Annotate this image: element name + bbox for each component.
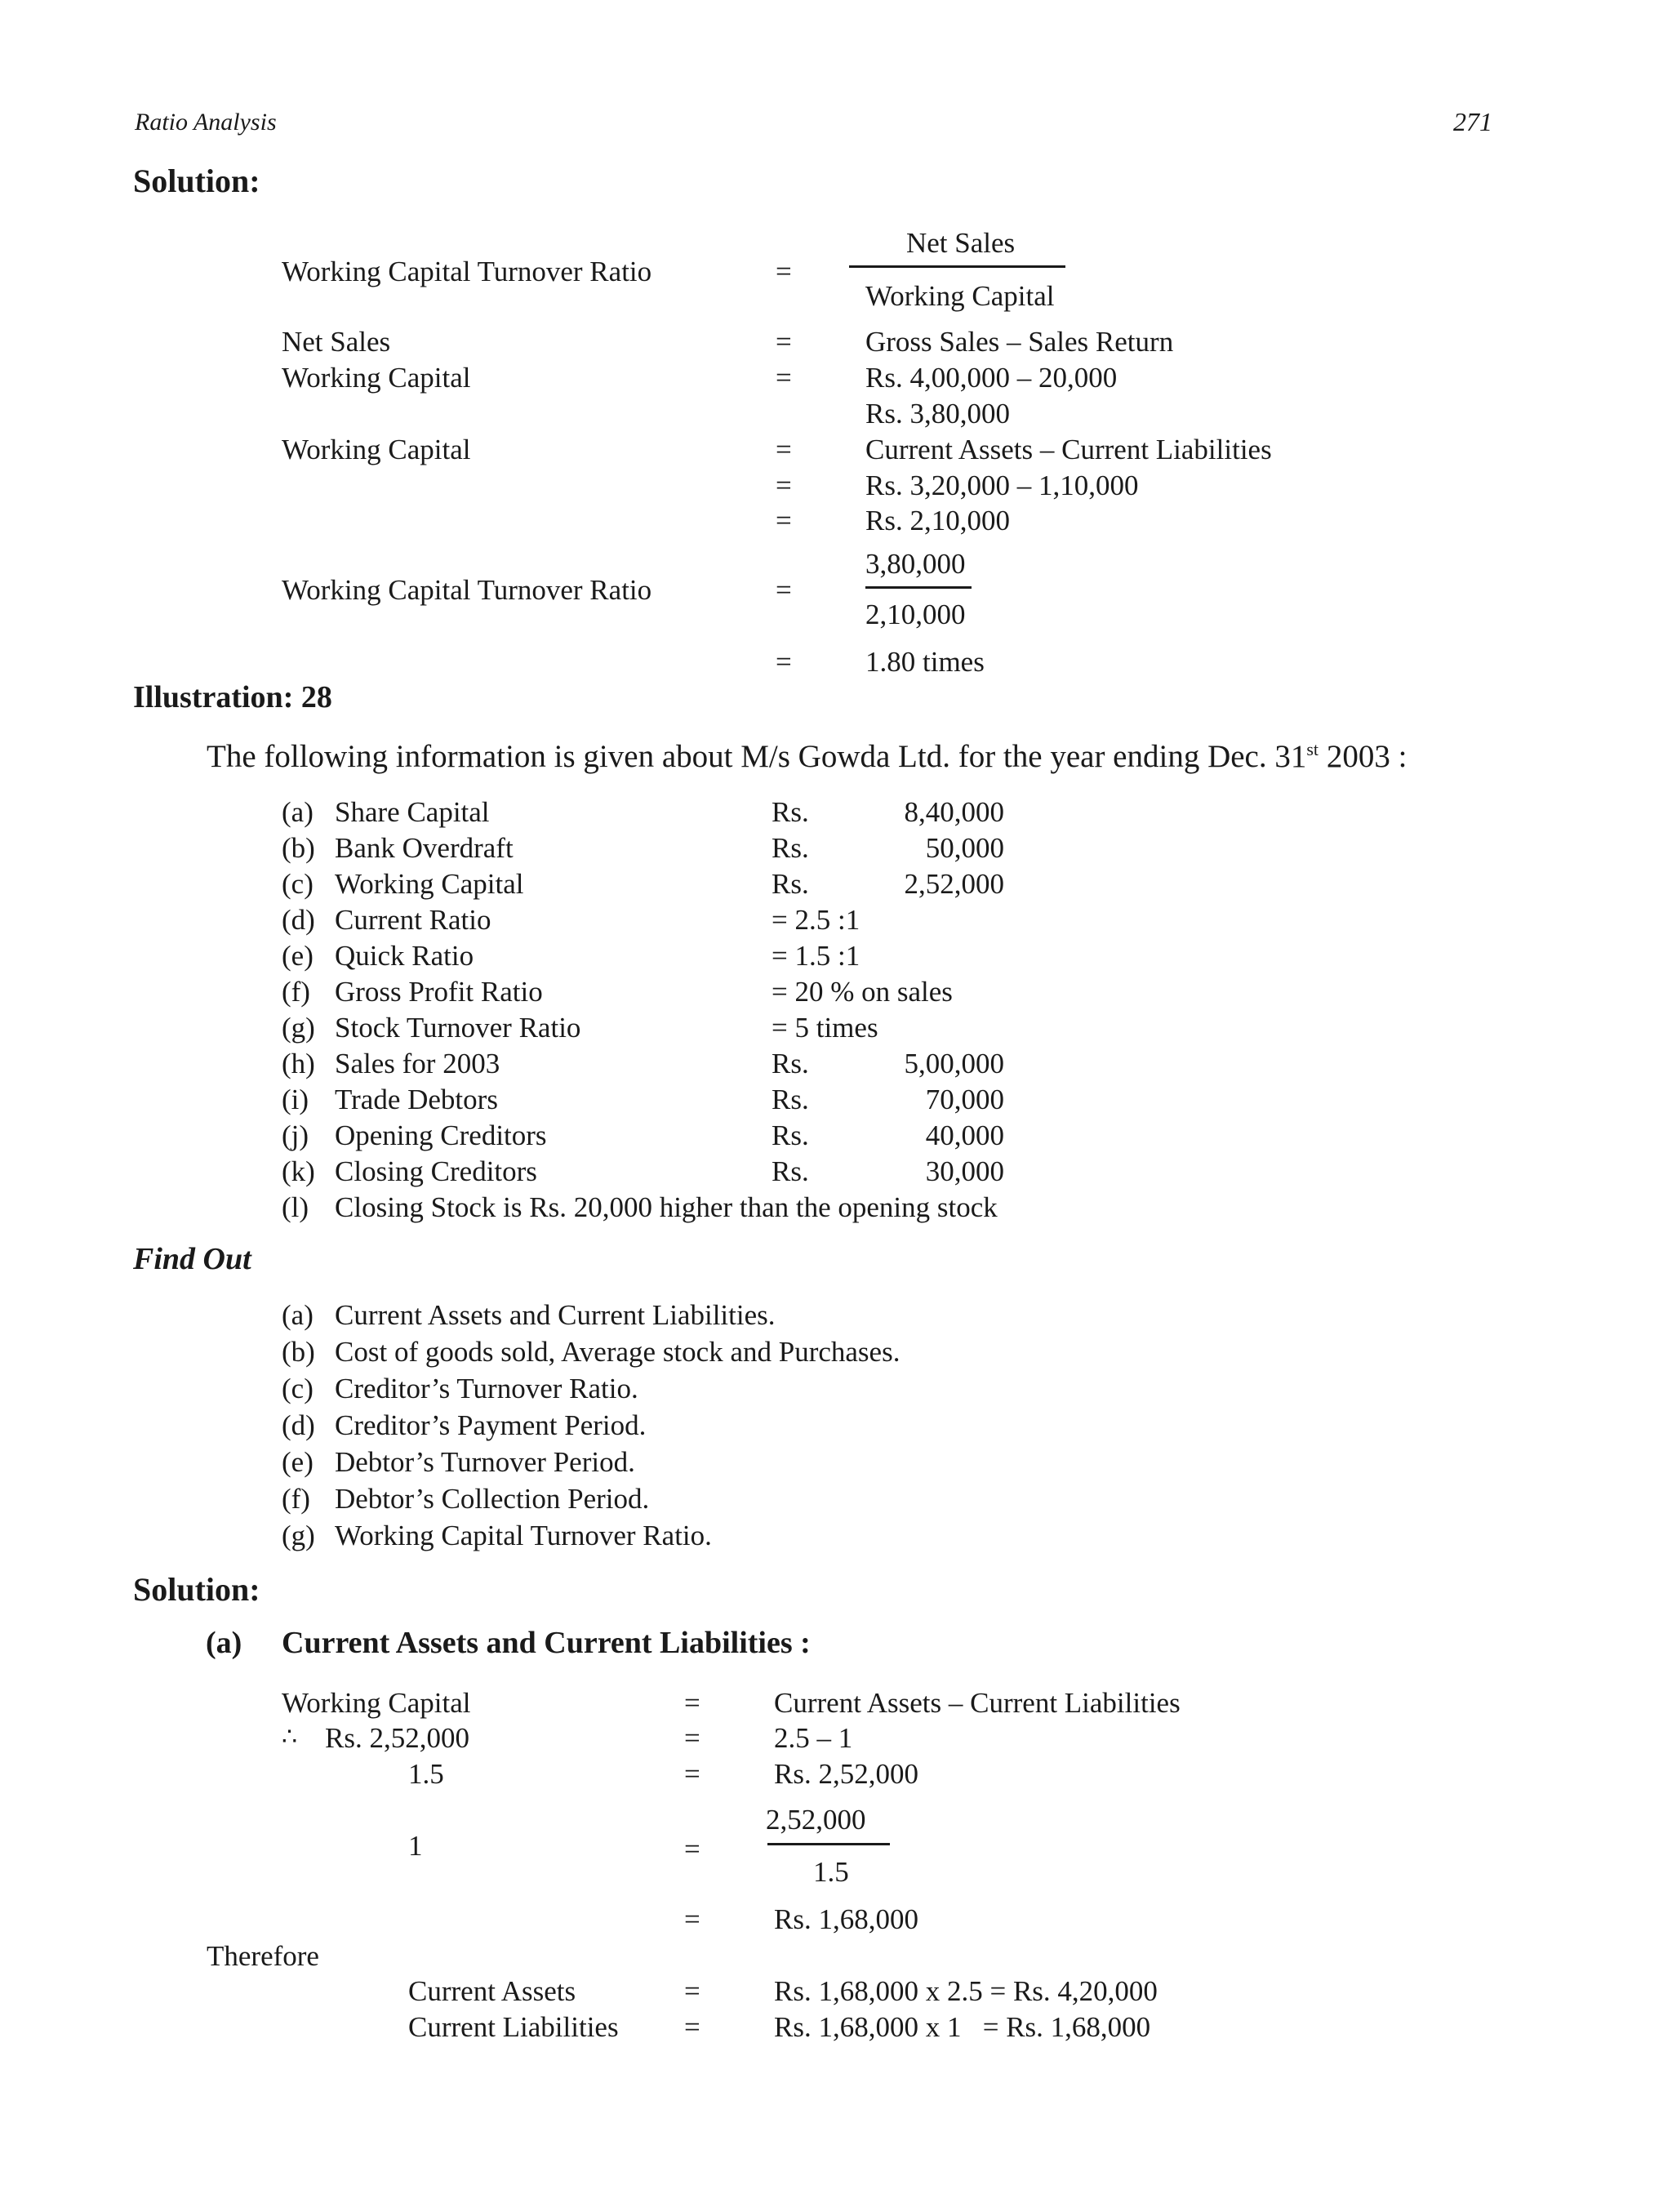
fraction-3-numerator: 2,52,000	[766, 1804, 866, 1836]
equals-sign: =	[776, 256, 792, 287]
list-item-value: 8,40,000	[904, 796, 1004, 828]
fraction-1-numerator: Net Sales	[906, 227, 1016, 259]
running-title: Ratio Analysis	[135, 109, 277, 136]
list-item-value: 70,000	[925, 1084, 1004, 1115]
label-1-5: 1.5	[408, 1758, 444, 1790]
net-sales-label: Net Sales	[282, 326, 391, 358]
list-item-letter: (i)	[282, 1084, 309, 1115]
list-item-value: 30,000	[925, 1155, 1004, 1187]
list-item-letter: (b)	[282, 1336, 315, 1368]
list-item-currency: Rs.	[772, 1155, 809, 1187]
working-capital-value: Current Assets – Current Liabilities	[774, 1687, 1181, 1719]
fraction-3-denominator: 1.5	[813, 1856, 849, 1888]
list-item-value: 40,000	[925, 1119, 1004, 1151]
list-item-label: Working Capital	[335, 868, 524, 900]
working-capital-2-value-1: Current Assets – Current Liabilities	[865, 434, 1272, 465]
list-item-text: Creditor’s Turnover Ratio.	[335, 1373, 638, 1404]
equals-sign: =	[684, 1975, 700, 2007]
working-capital-2-value-3: Rs. 2,10,000	[865, 505, 1010, 536]
list-item-letter: (g)	[282, 1520, 315, 1551]
value-1-5: Rs. 2,52,000	[774, 1758, 918, 1790]
fraction-2-denominator: 2,10,000	[865, 599, 966, 630]
list-item-text: Cost of goods sold, Average stock and Purchases.	[335, 1336, 900, 1368]
working-capital-2-value-2: Rs. 3,20,000 – 1,10,000	[865, 470, 1139, 501]
fraction-1-bar	[849, 265, 1065, 268]
list-item-text: Debtor’s Turnover Period.	[335, 1446, 635, 1478]
working-capital-value-1: Rs. 4,00,000 – 20,000	[865, 362, 1118, 394]
sub-section-letter: (a)	[206, 1626, 242, 1660]
list-item-letter: (a)	[282, 796, 314, 828]
rs-value: 2.5 – 1	[774, 1722, 853, 1754]
equals-sign: =	[776, 505, 792, 536]
solution-heading-2: Solution:	[133, 1571, 260, 1608]
fraction-2-bar	[865, 586, 972, 589]
current-assets-value: Rs. 1,68,000 x 2.5 = Rs. 4,20,000	[774, 1975, 1158, 2007]
equals-sign: =	[684, 1833, 700, 1865]
list-item-currency: = 5 times	[772, 1012, 878, 1044]
list-item-value: 5,00,000	[904, 1048, 1004, 1079]
equals-sign: =	[684, 1903, 700, 1935]
list-item-label: Share Capital	[335, 796, 490, 828]
illustration-intro: The following information is given about M/s Gowda Ltd. for the year ending Dec. 31st 2003 :	[207, 739, 1407, 774]
list-item-label: Sales for 2003	[335, 1048, 500, 1079]
list-item-label: Opening Creditors	[335, 1119, 547, 1151]
list-item-letter: (b)	[282, 832, 315, 864]
equals-sign: =	[776, 646, 792, 678]
list-item-letter: (c)	[282, 868, 314, 900]
list-item-letter: (a)	[282, 1299, 314, 1331]
fraction-1-denominator: Working Capital	[865, 280, 1055, 312]
solution-heading-1: Solution:	[133, 162, 260, 199]
therefore-symbol: ∴	[282, 1724, 298, 1751]
list-item-letter: (g)	[282, 1012, 315, 1044]
working-capital-value-2: Rs. 3,80,000	[865, 398, 1010, 429]
list-item-text: Debtor’s Collection Period.	[335, 1483, 650, 1515]
rs-label: Rs. 2,52,000	[325, 1722, 469, 1754]
fraction-2-numerator: 3,80,000	[865, 548, 966, 580]
list-item-text: Working Capital Turnover Ratio.	[335, 1520, 712, 1551]
net-sales-value: Gross Sales – Sales Return	[865, 326, 1174, 358]
list-item-currency: Rs.	[772, 796, 809, 828]
list-item-letter: (h)	[282, 1048, 315, 1079]
list-item-value: 50,000	[925, 832, 1004, 864]
illustration-heading: Illustration: 28	[133, 680, 332, 714]
list-item-currency: = 1.5 :1	[772, 940, 860, 972]
list-item-letter: (e)	[282, 1446, 314, 1478]
list-item-currency: Rs.	[772, 1119, 809, 1151]
list-item-text: Current Assets and Current Liabilities.	[335, 1299, 776, 1331]
working-capital-label-2: Working Capital	[282, 434, 471, 465]
current-liabilities-value: Rs. 1,68,000 x 1 = Rs. 1,68,000	[774, 2011, 1151, 2043]
equals-sign: =	[776, 434, 792, 465]
equals-sign: =	[684, 1722, 700, 1754]
list-item-label: Trade Debtors	[335, 1084, 498, 1115]
working-capital-label: Working Capital	[282, 362, 471, 394]
list-item-letter: (f)	[282, 1483, 310, 1515]
working-capital-label: Working Capital	[282, 1687, 471, 1719]
list-item-currency: Rs.	[772, 868, 809, 900]
list-item-label: Quick Ratio	[335, 940, 474, 972]
list-item-currency: Rs.	[772, 1084, 809, 1115]
current-liabilities-label: Current Liabilities	[408, 2011, 619, 2043]
result-value: Rs. 1,68,000	[774, 1903, 918, 1935]
therefore-label: Therefore	[207, 1940, 319, 1972]
equals-sign: =	[776, 470, 792, 501]
label-1: 1	[408, 1830, 423, 1862]
list-item-label: Closing Creditors	[335, 1155, 537, 1187]
list-item-label: Gross Profit Ratio	[335, 976, 543, 1008]
list-item-text: Creditor’s Payment Period.	[335, 1409, 647, 1441]
list-item-currency: = 20 % on sales	[772, 976, 953, 1008]
list-item-letter: (e)	[282, 940, 314, 972]
list-item-letter: (c)	[282, 1373, 314, 1404]
wctr-label: Working Capital Turnover Ratio	[282, 256, 652, 287]
fraction-3-bar	[767, 1843, 890, 1845]
sub-section-title: Current Assets and Current Liabilities :	[282, 1626, 811, 1660]
equals-sign: =	[684, 1687, 700, 1719]
list-item-letter: (l)	[282, 1191, 309, 1223]
equals-sign: =	[776, 326, 792, 358]
list-item-letter: (d)	[282, 1409, 315, 1441]
current-assets-label: Current Assets	[408, 1975, 576, 2007]
list-item-currency: Rs.	[772, 832, 809, 864]
list-item-letter: (j)	[282, 1119, 309, 1151]
equals-sign: =	[776, 362, 792, 394]
list-item-currency: = 2.5 :1	[772, 904, 860, 936]
list-item-label: Bank Overdraft	[335, 832, 514, 864]
list-item-currency: Rs.	[772, 1048, 809, 1079]
equals-sign: =	[684, 2011, 700, 2043]
list-item-label: Current Ratio	[335, 904, 491, 936]
list-item-letter: (k)	[282, 1155, 315, 1187]
equals-sign: =	[776, 574, 792, 606]
list-item-letter: (d)	[282, 904, 315, 936]
wctr-label-2: Working Capital Turnover Ratio	[282, 574, 652, 606]
page-number: 271	[1453, 107, 1492, 136]
list-item-letter: (f)	[282, 976, 310, 1008]
list-item-label: Stock Turnover Ratio	[335, 1012, 581, 1044]
equals-sign: =	[684, 1758, 700, 1790]
list-item-value: 2,52,000	[904, 868, 1004, 900]
list-item-label: Closing Stock is Rs. 20,000 higher than the opening stock	[335, 1191, 998, 1223]
find-out-heading: Find Out	[133, 1242, 251, 1276]
result-value: 1.80 times	[865, 646, 985, 678]
